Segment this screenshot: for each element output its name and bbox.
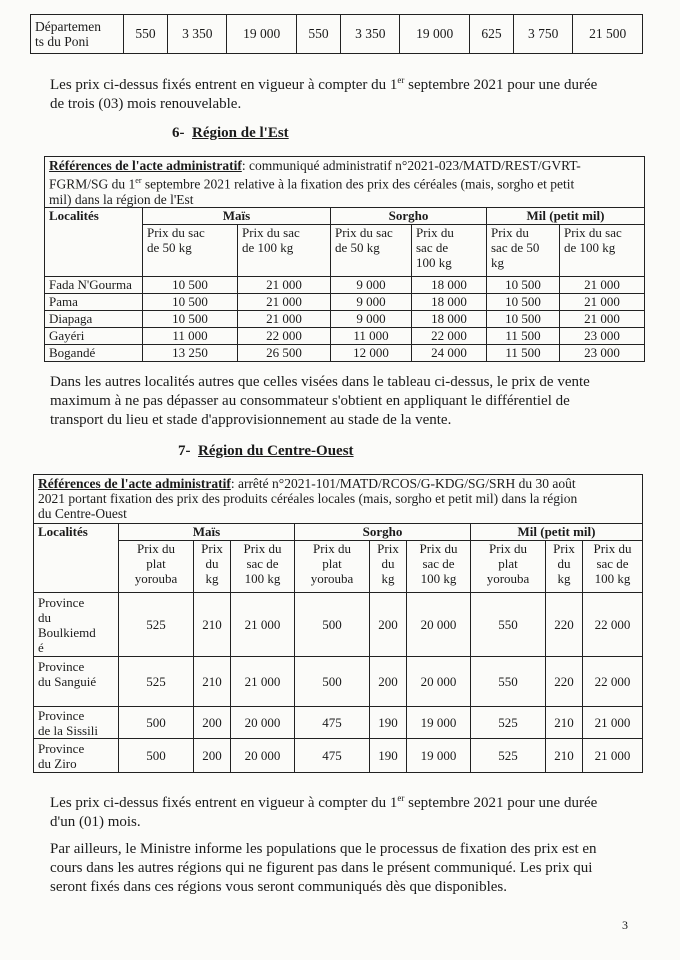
page-number: 3 <box>622 918 628 932</box>
row-label <box>31 15 124 54</box>
cell: 21 000 <box>560 294 645 311</box>
cell: 500 <box>295 593 370 657</box>
text: Prix du sac <box>335 225 393 240</box>
cell: 12 000 <box>331 345 412 362</box>
text: sac de <box>246 556 279 571</box>
cell: 200 <box>370 593 407 657</box>
reference-label: Références de l'acte administratif <box>49 158 242 173</box>
cell: 10 500 <box>487 311 560 328</box>
cell: 18 000 <box>412 277 487 294</box>
table-row <box>45 345 645 362</box>
text: kg <box>381 571 395 586</box>
subheader <box>194 541 231 593</box>
cell: 23 000 <box>560 328 645 345</box>
other-localities-paragraph <box>50 373 650 430</box>
text: Province <box>38 594 85 610</box>
text: Prix du sac <box>242 225 300 240</box>
cell: 11 500 <box>487 328 560 345</box>
superscript: er <box>135 176 142 185</box>
text: kg <box>491 255 504 270</box>
text: du Centre-Ouest <box>38 506 127 521</box>
subheader <box>119 541 194 593</box>
superscript: er <box>397 793 405 803</box>
reference-label: Références de l'acte administratif <box>38 476 231 491</box>
group-header: Maïs <box>143 208 331 225</box>
cell: 525 <box>119 593 194 657</box>
column-header-localites <box>45 208 143 277</box>
cell: 19 000 <box>400 15 470 54</box>
text: du <box>381 556 395 571</box>
table-row <box>34 657 643 707</box>
text: Prix du <box>593 541 632 556</box>
header-text: Localités <box>38 524 88 539</box>
cell: 475 <box>295 739 370 773</box>
cell: 200 <box>194 739 231 773</box>
cell: 210 <box>546 739 583 773</box>
table-row <box>45 294 645 311</box>
text: du <box>205 556 219 571</box>
text: du Sanguié <box>38 674 97 689</box>
cell: 18 000 <box>412 294 487 311</box>
text: Prix du <box>489 541 527 556</box>
cell: 22 000 <box>583 593 643 657</box>
row-label <box>34 707 119 739</box>
text: Prix <box>553 541 575 556</box>
cell: 550 <box>471 593 546 657</box>
subheader <box>370 541 407 593</box>
ministry-info-paragraph <box>50 840 650 897</box>
subheader <box>295 541 370 593</box>
cell: 20 000 <box>407 593 471 657</box>
cell: 24 000 <box>412 345 487 362</box>
cell: 550 <box>471 657 546 707</box>
text: septembre 2021 pour une durée <box>404 77 598 93</box>
text: Province <box>38 659 85 674</box>
subheader <box>331 225 412 277</box>
cell: 22 000 <box>238 328 331 345</box>
text: 100 kg <box>594 571 631 586</box>
subheader <box>231 541 295 593</box>
text: Prix du sac <box>564 225 622 240</box>
text: sac de <box>416 240 449 255</box>
text: Prix du <box>137 541 175 556</box>
column-header-localites <box>34 524 119 593</box>
text: seront fixés dans ces régions vous seront communiqués dès que disponibles. <box>50 879 508 895</box>
table-row <box>31 15 643 54</box>
cell: 3 350 <box>341 15 400 54</box>
header-text: Localités <box>49 208 99 223</box>
group-header: Mil (petit mil) <box>471 524 643 541</box>
text: Prix <box>201 541 223 556</box>
text: de 50 kg <box>335 240 380 255</box>
validity-paragraph <box>50 71 650 114</box>
text: septembre 2021 pour une durée <box>404 795 598 811</box>
text: de 50 kg <box>147 240 192 255</box>
text: de trois (03) mois renouvelable. <box>50 96 242 112</box>
cell: 220 <box>546 593 583 657</box>
cell: 220 <box>546 657 583 707</box>
text: Prix du <box>491 225 529 240</box>
cell: 550 <box>124 15 168 54</box>
cell: 525 <box>471 707 546 739</box>
table-row <box>34 707 643 739</box>
text: Dans les autres localités autres que celles visées dans le tableau ci-dessus, le prix de vente <box>50 374 590 390</box>
subheader <box>471 541 546 593</box>
group-header: Sorgho <box>295 524 471 541</box>
reference-box <box>33 474 643 524</box>
text: septembre 2021 relative à la fixation des prix des céréales (mais, sorgho et petit <box>141 176 575 192</box>
cell: 9 000 <box>331 294 412 311</box>
table-header-row <box>45 208 645 225</box>
cell: 200 <box>370 657 407 707</box>
cell: 20 000 <box>231 707 295 739</box>
text: Prix <box>377 541 399 556</box>
poni-price-row-table <box>30 14 643 54</box>
row-label <box>34 657 119 707</box>
cell: 23 000 <box>560 345 645 362</box>
text: kg <box>205 571 219 586</box>
text: yorouba <box>486 571 530 586</box>
cell: 525 <box>119 657 194 707</box>
cell: 200 <box>194 707 231 739</box>
cell: 190 <box>370 739 407 773</box>
row-label: Bogandé <box>45 345 143 362</box>
section-title: Région du Centre-Ouest <box>198 443 354 459</box>
cell: 10 500 <box>143 311 238 328</box>
cell: 21 000 <box>238 277 331 294</box>
subheader <box>487 225 560 277</box>
subheader <box>546 541 583 593</box>
text: Les prix ci-dessus fixés entrent en vigueur à compter du 1 <box>50 77 398 93</box>
cell: 21 000 <box>583 707 643 739</box>
cell: 20 000 <box>407 657 471 707</box>
cell: 26 500 <box>238 345 331 362</box>
cell: 210 <box>546 707 583 739</box>
cell: 210 <box>194 657 231 707</box>
text: 100 kg <box>420 571 457 586</box>
text: Prix du <box>419 541 458 556</box>
text: Par ailleurs, le Ministre informe les populations que le processus de fixation des prix est en <box>50 841 597 857</box>
subheader <box>412 225 487 277</box>
text: 100 kg <box>416 255 452 270</box>
text: de la Sissili <box>38 722 98 738</box>
cell: 210 <box>194 593 231 657</box>
text: du <box>557 556 571 571</box>
text: du Ziro <box>38 755 77 771</box>
cell: 475 <box>295 707 370 739</box>
cell: 11 000 <box>331 328 412 345</box>
text: Province <box>38 740 85 756</box>
cell: 22 000 <box>583 657 643 707</box>
cell: 11 500 <box>487 345 560 362</box>
cell: 19 000 <box>407 707 471 739</box>
text: du <box>38 609 51 625</box>
cell: 500 <box>119 707 194 739</box>
text: Prix du <box>416 225 454 240</box>
table-row <box>34 739 643 773</box>
cell: 18 000 <box>412 311 487 328</box>
row-label: Diapaga <box>45 311 143 328</box>
text: de 100 kg <box>564 240 616 255</box>
cell: 10 500 <box>143 294 238 311</box>
cell: 21 000 <box>238 311 331 328</box>
cell: 3 350 <box>168 15 227 54</box>
reference-box <box>44 156 645 208</box>
row-label: Pama <box>45 294 143 311</box>
superscript: er <box>397 75 405 85</box>
subheader <box>560 225 645 277</box>
cell: 9 000 <box>331 311 412 328</box>
cell: 625 <box>469 15 513 54</box>
text: Prix du sac <box>147 225 205 240</box>
group-header: Sorgho <box>331 208 487 225</box>
cell: 500 <box>295 657 370 707</box>
cell: 21 000 <box>560 277 645 294</box>
validity-paragraph <box>50 789 650 832</box>
row-label <box>34 739 119 773</box>
cell: 22 000 <box>412 328 487 345</box>
text: Prix du <box>243 541 282 556</box>
subheader <box>238 225 331 277</box>
cell: 21 500 <box>573 15 643 54</box>
text: Les prix ci-dessus fixés entrent en vigueur à compter du 1 <box>50 795 398 811</box>
row-label: Gayéri <box>45 328 143 345</box>
table-row <box>34 593 643 657</box>
table-subheader-row <box>34 541 643 593</box>
section-number: 7- <box>178 443 191 459</box>
centre-ouest-price-table <box>33 523 643 773</box>
cell: 21 000 <box>583 739 643 773</box>
row-label-line: Départemen <box>35 19 101 34</box>
text: yorouba <box>310 571 354 586</box>
subheader <box>583 541 643 593</box>
text: yorouba <box>134 571 178 586</box>
table-row <box>45 277 645 294</box>
text: d'un (01) mois. <box>50 814 141 830</box>
cell: 13 250 <box>143 345 238 362</box>
table-row <box>45 311 645 328</box>
cell: 10 500 <box>487 294 560 311</box>
text: 100 kg <box>244 571 281 586</box>
cell: 500 <box>119 739 194 773</box>
cell: 3 750 <box>514 15 573 54</box>
cell: 21 000 <box>238 294 331 311</box>
cell: 10 500 <box>143 277 238 294</box>
text: FGRM/SG du 1 <box>49 176 136 192</box>
text: sac de <box>596 556 629 571</box>
subheader <box>407 541 471 593</box>
cell: 19 000 <box>227 15 297 54</box>
text: : communiqué administratif n°2021-023/MATD/REST/GVRT- <box>241 158 581 173</box>
text: mil) dans la région de l'Est <box>49 191 194 207</box>
text: plat <box>498 556 518 571</box>
section-number: 6- <box>172 125 185 141</box>
group-header: Maïs <box>119 524 295 541</box>
cell: 550 <box>296 15 340 54</box>
text: Prix du <box>313 541 351 556</box>
cell: 20 000 <box>231 739 295 773</box>
text: : arrêté n°2021-101/MATD/RCOS/G-KDG/SG/SRH du 30 août <box>230 476 576 491</box>
cell: 11 000 <box>143 328 238 345</box>
text: Province <box>38 707 85 723</box>
cell: 525 <box>471 739 546 773</box>
table-row <box>45 328 645 345</box>
section-title: Région de l'Est <box>192 125 289 141</box>
row-label <box>34 593 119 657</box>
text: maximum à ne pas dépasser au consommateur s'obtient en appliquant le différentiel de <box>50 393 570 409</box>
text: cours dans les autres régions qui ne figurent pas dans le présent communiqué. Les prix qui <box>50 860 593 876</box>
cell: 21 000 <box>560 311 645 328</box>
text: transport du lieu et stade d'approvisionnement au stade de la vente. <box>50 412 452 428</box>
text: plat <box>322 556 342 571</box>
section-heading <box>178 443 354 460</box>
table-header-row <box>34 524 643 541</box>
text: Boulkiemd <box>38 624 96 640</box>
row-label-line: ts du Poni <box>35 34 90 49</box>
group-header: Mil (petit mil) <box>487 208 645 225</box>
subheader <box>143 225 238 277</box>
cell: 9 000 <box>331 277 412 294</box>
cell: 10 500 <box>487 277 560 294</box>
text: sac de 50 <box>491 240 540 255</box>
text: sac de <box>422 556 455 571</box>
cell: 21 000 <box>231 593 295 657</box>
text: 2021 portant fixation des prix des produits céréales locales (mais, sorgho et petit mil) dans la région <box>38 491 578 506</box>
section-heading <box>172 125 289 142</box>
row-label: Fada N'Gourma <box>45 277 143 294</box>
text: é <box>38 639 44 655</box>
cell: 19 000 <box>407 739 471 773</box>
cell: 190 <box>370 707 407 739</box>
text: plat <box>146 556 166 571</box>
est-price-table <box>44 207 645 362</box>
text: de 100 kg <box>242 240 294 255</box>
text: kg <box>557 571 571 586</box>
cell: 21 000 <box>231 657 295 707</box>
